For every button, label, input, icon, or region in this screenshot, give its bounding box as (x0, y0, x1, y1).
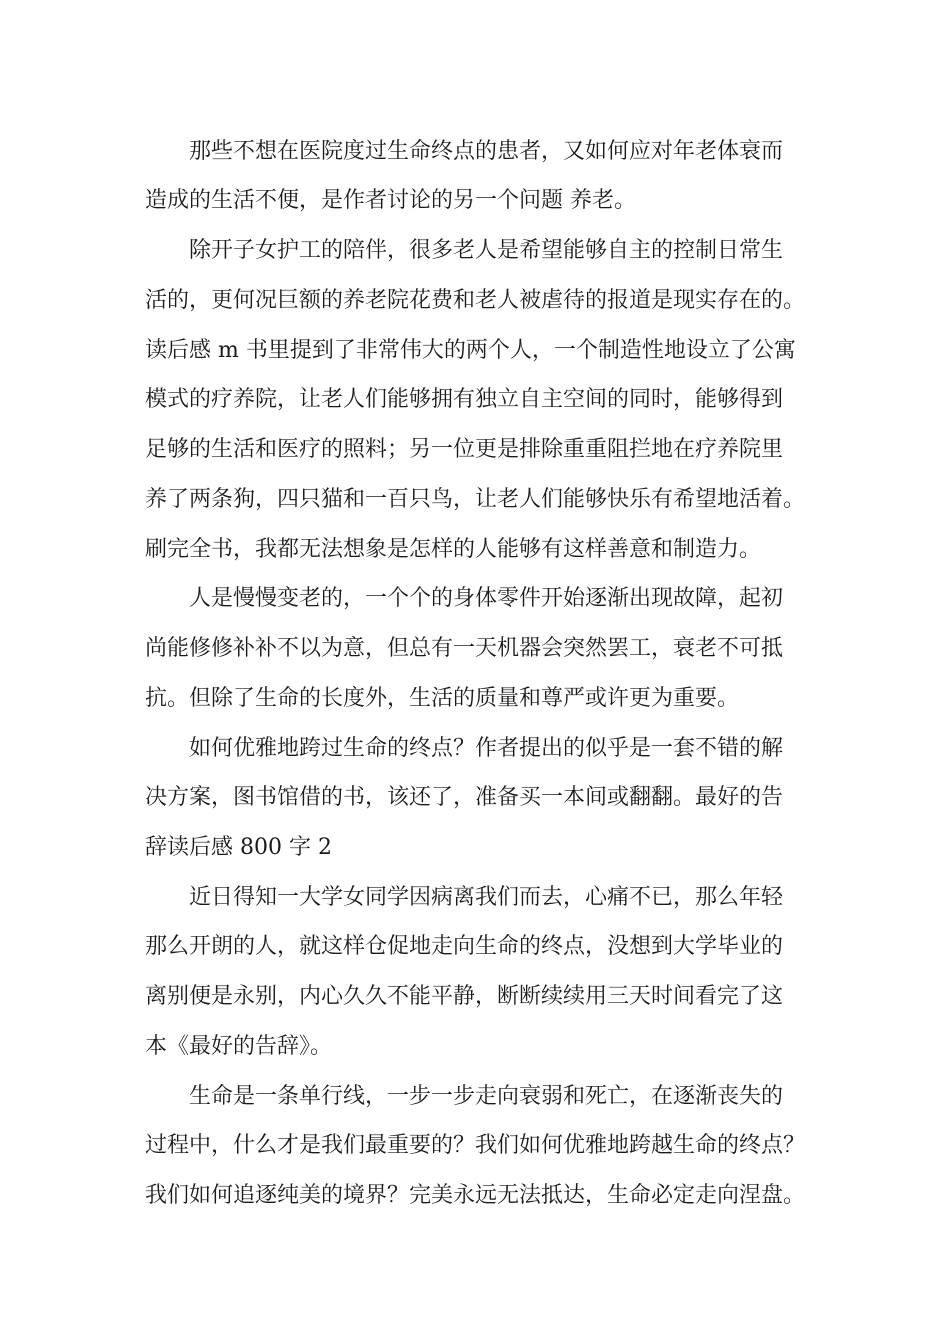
text-line: 辞读后感 800 字 2 (145, 835, 332, 860)
text-line: 近日得知一大学女同学因病离我们而去，心痛不已，那么年轻 (189, 885, 784, 910)
text-line: 抗。但除了生命的长度外，生活的质量和尊严或许更为重要。 (145, 686, 740, 711)
text-line: 那些不想在医院度过生命终点的患者，又如何应对年老体衰而 (189, 139, 784, 164)
text-line: 本《最好的告辞》。 (145, 1034, 333, 1059)
text-line: 模式的疗养院，让老人们能够拥有独立自主空间的同时，能够得到 (145, 387, 784, 412)
text-line: 人是慢慢变老的，一个个的身体零件开始逐渐出现故障，起初 (189, 586, 784, 611)
text-line: 生命是一条单行线，一步一步走向衰弱和死亡，在逐渐丧失的 (189, 1084, 784, 1109)
text-line: 过程中，什么才是我们最重要的？我们如何优雅地跨越生命的终点？ (145, 1133, 806, 1158)
text-line: 离别便是永别，内心久久不能平静，断断续续用三天时间看完了这 (145, 984, 784, 1009)
text-line: 造成的生活不便，是作者讨论的另一个问题 养老。 (145, 188, 636, 213)
text-line: 除开子女护工的陪伴，很多老人是希望能够自主的控制日常生 (189, 238, 784, 263)
text-line: 我们如何追逐纯美的境界？完美永远无法抵达，生命必定走向涅盘。 (145, 1183, 806, 1208)
text-line: 活的，更何况巨额的养老院花费和老人被虐待的报道是现实存在的。 (145, 288, 806, 313)
text-line: 养了两条狗，四只猫和一百只鸟，让老人们能够快乐有希望地活着。 (145, 487, 806, 512)
text-line: 刷完全书，我都无法想象是怎样的人能够有这样善意和制造力。 (145, 537, 762, 562)
text-line: 决方案，图书馆借的书，该还了，准备买一本间或翻翻。最好的告 (145, 785, 784, 810)
text-line: 读后感 m 书里提到了非常伟大的两个人，一个制造性地设立了公寓 (145, 338, 796, 363)
text-line: 那么开朗的人，就这样仓促地走向生命的终点，没想到大学毕业的 (145, 934, 784, 959)
text-line: 足够的生活和医疗的照料；另一位更是排除重重阻拦地在疗养院里 (145, 437, 784, 462)
text-line: 如何优雅地跨过生命的终点？作者提出的似乎是一套不错的解 (189, 736, 784, 761)
text-line: 尚能修修补补不以为意，但总有一天机器会突然罢工，衰老不可抵 (145, 636, 784, 661)
